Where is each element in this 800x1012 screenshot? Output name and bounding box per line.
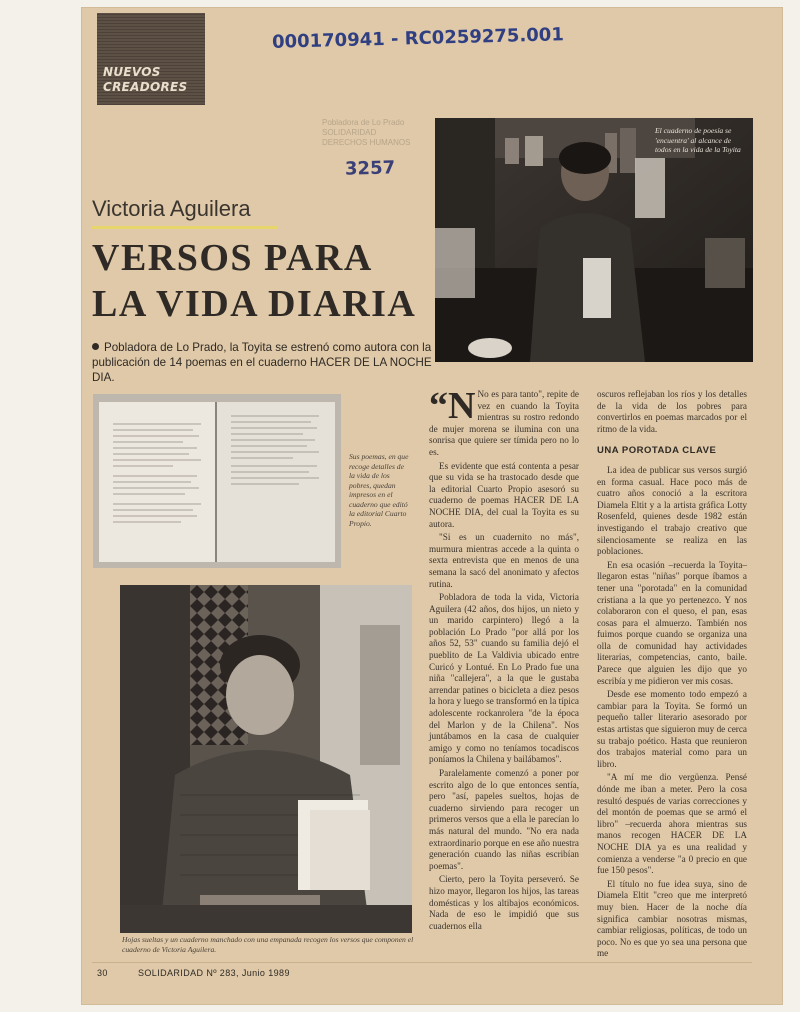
woman-papers-image <box>120 585 412 933</box>
book-image <box>93 394 341 568</box>
article-paragraph: oscuros reflejaban los ríos y los detalles de la vida de los pobres para convertirlos en poemas marcados por el ritmo de la vida. <box>597 389 747 434</box>
article-paragraph: Es evidente que está contenta a pesar que su vida se ha trastocado desde que la editorial Cuarto Propio asesoró su cuaderno de poemas HACER DE LA NOCHE DIA, del cual la Toyita es su autora. <box>429 460 579 529</box>
lead-paragraph: Pobladora de Lo Prado, la Toyita se estrenó como autora con la publicación de 14 poemas en el cuaderno HACER DE LA NOCHE DIA. <box>92 341 432 384</box>
article-paragraph: El título no fue idea suya, sino de Diamela Eltit "creo que me interpretó muy bien. Hacer de la noche día significa cambiar nosotras mismas, cambiar religiosas, políticas, de todo un poco. No es que yo sea una persona que me <box>597 878 747 959</box>
photo-woman-papers <box>120 585 412 933</box>
bottom-photo-caption: Hojas sueltas y un cuaderno manchado con una empanada recogen los versos que componen el cuaderno de Victoria Aguilera. <box>122 935 414 954</box>
article-paragraph: Pobladora de toda la vida, Victoria Aguilera (42 años, dos hijos, un nieto y un marido carpintero) llegó a la población Lo Prado "por allá por los años 52, 53" cuando su familia dejó el pueblito de La Valdivia ubicado entre Curicó y Lontué. En Lo Prado fue una niña "callejera", a la que le gustaba arrendar patines o bicicleta a diez pesos la hora y luego se transformó en la típica adolescente rockanrolera "de la época del Marlon y de la Chilena". Nos juntábamos en la casa de cualquier amigo y como no teníamos tocadiscos poníamos la Chilena y bailábamos". <box>429 592 580 765</box>
article-paragraph: "A mí me dio vergüenza. Pensé dónde me iban a meter. Pero la cosa resultó después de varias correcciones y del montón de poemas que se armó el libro" –recuerda ahora mientras sus manos recogen HACER DE LA NOCHE DIA ya es una realidad y comienza a venderse "a 0 precio en que fue 150 pesos". <box>597 772 747 876</box>
article-paragraph: Desde ese momento todo empezó a cambiar para la Toyita. Se formó un pequeño taller literario asesorado por estas artistas que siguieron muy de cerca su trabajo poético. Hasta que reunieron dos trabajos material como para un libro. <box>597 689 747 769</box>
section-tag-line2: CREADORES <box>103 80 188 94</box>
highlighter-mark <box>92 226 278 229</box>
article-paragraph: La idea de publicar sus versos surgió en forma casual. Hace poco más de cuatro años conoció a la escritora Diamela Eltit y a la artista gráfica Lotty Rosenfeld, quienes desde 1982 están investigando el trabajo creativo que silenciosamente se realiza en las poblaciones. <box>597 464 747 557</box>
article-column-1 <box>429 385 580 934</box>
headline-line2: LA VIDA DIARIA <box>92 283 417 325</box>
drop-quote-mark: “N <box>429 385 476 427</box>
top-photo-caption: El cuaderno de poesía se 'encuentra' al alcance de todos en la vida de la Toyita <box>655 126 741 154</box>
book-caption: Sus poemas, en que recoge detalles de la vida de los pobres, quedan impresos en el cuaderno que editó la editorial Cuarto Propio. <box>349 452 409 528</box>
article-column-2 <box>597 389 747 959</box>
bleed-through-text: Pobladora de Lo Prado SOLIDARIDAD DERECHOS HUMANOS <box>322 118 411 147</box>
bullet-icon <box>92 343 99 350</box>
subheading: UNA POROTADA CLAVE <box>597 445 717 457</box>
article-paragraph: "Si es un cuadernito no más", murmura mientras accede a la quinta o sexta entrevista que en menos de una semana la sacó del anonimato y afectos rutina. <box>429 532 579 589</box>
footer-rule <box>92 962 752 963</box>
section-tag-line1: NUEVOS <box>103 65 161 79</box>
article-paragraph: “N No es para tanto", repite de vez en cuando la Toyita mientras su rostro redondo de mujer morena se ilumina con una sonrisa que quiere ser tímida pero no lo es. <box>429 385 579 457</box>
photo-open-book <box>93 394 341 568</box>
archive-code-handwriting: 000170941 - RC0259275.001 <box>271 24 565 53</box>
byline-author: Victoria Aguilera <box>92 196 251 221</box>
photo-woman-kitchen <box>435 118 753 362</box>
publication-line: SOLIDARIDAD Nº 283, Junio 1989 <box>138 968 290 978</box>
article-paragraph: Paralelamente comenzó a poner por escrito algo de lo que entonces sentía, pero "así, papeles sueltos, hojas de cuaderno sirviendo para recoger un primeros versos que a ella le parecían lo más natural del mundo. "No era nada extraordinario porque en ese año nuestra generación cuando las niñas escribían poemas". <box>429 768 579 871</box>
kitchen-photo-image <box>435 118 753 362</box>
page-number-handwriting: 3257 <box>344 157 396 180</box>
folio-page-number: 30 <box>97 968 108 978</box>
section-tag <box>97 13 205 105</box>
headline-line1: VERSOS PARA <box>92 237 373 279</box>
article-paragraph: Cierto, pero la Toyita perseveró. Se hizo mayor, llegaron los hijos, las tareas domésticas y los altibajos económicos. Nada de eso le impidió que sus cuadernos ella <box>429 874 579 931</box>
article-paragraph: En esa ocasión –recuerda la Toyita– llegaron estas "niñas" porque íbamos a tener una "porotada" en la comunidad cristiana a la que yo pertenezco. Y nos colaboraron con el queso, el pan, esas cosas para el almuerzo. También nos fuimos porque cuando se organiza una olla de comunidad hay actividades literarias, competencias, canto, baile. Parece que alguien les dijo que yo escribía y me pidieron ver mis cosas. <box>597 559 747 686</box>
